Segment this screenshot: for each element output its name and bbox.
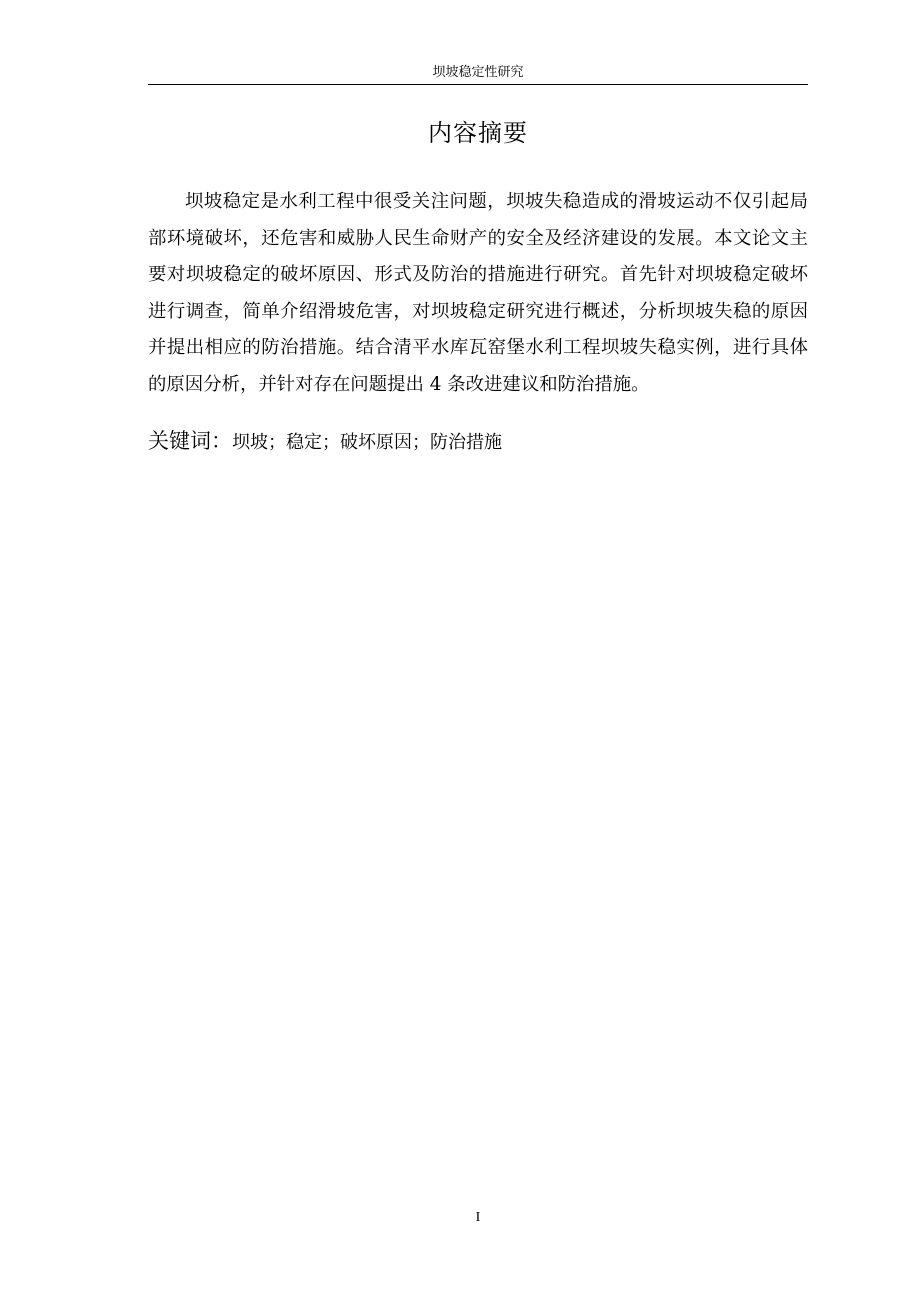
header-rule bbox=[148, 84, 808, 85]
keywords-label: 关键词： bbox=[148, 429, 232, 453]
keywords-values: 坝坡；稳定；破坏原因；防治措施 bbox=[232, 432, 502, 453]
abstract-body: 坝坡稳定是水利工程中很受关注问题，坝坡失稳造成的滑坡运动不仅引起局部环境破坏，还危害和威胁人民生命财产的安全及经济建设的发展。本文论文主要对坝坡稳定的破坏原因、形式及防治的措施进行研究。首先针对坝坡稳定破坏进行调查，简单介绍滑坡危害，对坝坡稳定研究进行概述，分析坝坡失稳的原因并提出相应的防治措施。结合清平水库瓦窑堡水利工程坝坡失稳实例，进行具体的原因分析，并针对存在问题提出 4 条改进建议和防治措施。 bbox=[148, 191, 808, 395]
running-header: 坝坡稳定性研究 bbox=[432, 65, 524, 80]
page-number: I bbox=[475, 1210, 481, 1225]
abstract-title: 内容摘要 bbox=[428, 119, 528, 147]
keywords-line bbox=[148, 424, 808, 460]
